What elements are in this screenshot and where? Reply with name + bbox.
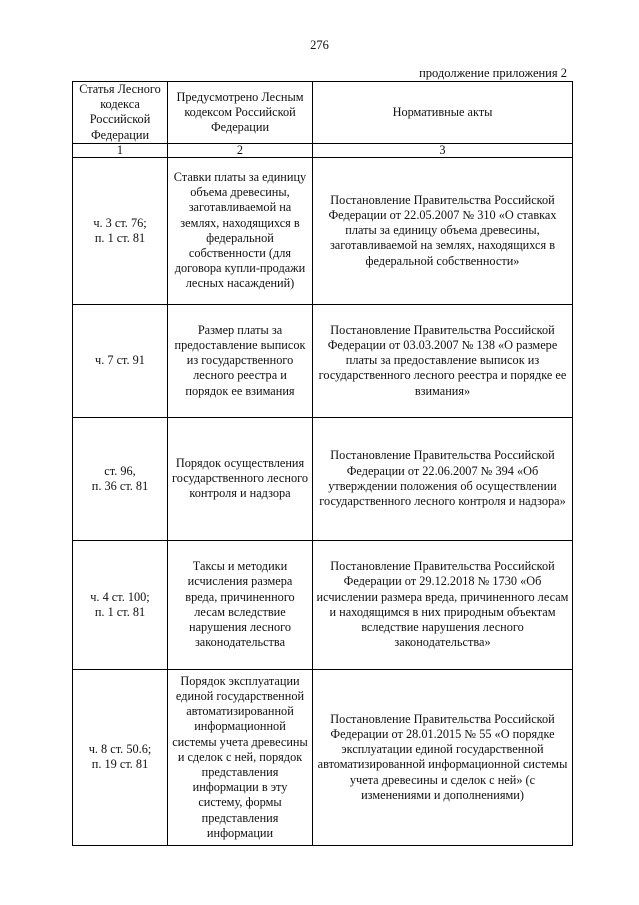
table-row — [73, 417, 573, 540]
act-cell: Постановление Правительства Российской Федерации от 22.06.2007 № 394 «Об утверждении положения об осуществлении государственного лесного контроля и надзора» — [313, 417, 573, 540]
article-cell: ч. 3 ст. 76; п. 1 ст. 81 — [73, 157, 168, 304]
header-acts: Нормативные акты — [313, 82, 573, 144]
table-row — [73, 540, 573, 669]
act-cell: Постановление Правительства Российской Федерации от 29.12.2018 № 1730 «Об исчислении размера вреда, причиненного лесам и находящимся в них природным объектам вследствие нарушения лесного законодательства» — [313, 540, 573, 669]
provision-cell: Порядок эксплуатации единой государственной автоматизированной информационной системы учета древесины и сделок с ней, порядок представления информации в эту систему, формы представления информации — [168, 669, 313, 845]
table-header-row — [73, 82, 573, 144]
continuation-note: продолжение приложения 2 — [419, 66, 567, 80]
table-row — [73, 304, 573, 417]
column-number: 3 — [313, 143, 573, 157]
act-cell: Постановление Правительства Российской Федерации от 22.05.2007 № 310 «О ставках платы за единицу объема древесины, заготавливаемой на землях, находящихся в федеральной собственности» — [313, 157, 573, 304]
provision-cell: Размер платы за предоставление выписок из государственного лесного реестра и порядок ее взимания — [168, 304, 313, 417]
table-row — [73, 157, 573, 304]
provision-cell: Таксы и методики исчисления размера вреда, причиненного лесам вследствие нарушения лесного законодательства — [168, 540, 313, 669]
article-cell: ст. 96, п. 36 ст. 81 — [73, 417, 168, 540]
column-number-row — [73, 143, 573, 157]
provision-cell: Ставки платы за единицу объема древесины, заготавливаемой на землях, находящихся в федеральной собственности (для договора купли-продажи лесных насаждений) — [168, 157, 313, 304]
act-cell: Постановление Правительства Российской Федерации от 03.03.2007 № 138 «О размере платы за предоставление выписок из государственного лесного реестра и порядке ее взимания» — [313, 304, 573, 417]
column-number: 1 — [73, 143, 168, 157]
article-cell: ч. 8 ст. 50.6; п. 19 ст. 81 — [73, 669, 168, 845]
provision-cell: Порядок осуществления государственного лесного контроля и надзора — [168, 417, 313, 540]
article-cell: ч. 7 ст. 91 — [73, 304, 168, 417]
table-row — [73, 669, 573, 845]
article-cell: ч. 4 ст. 100; п. 1 ст. 81 — [73, 540, 168, 669]
act-cell: Постановление Правительства Российской Федерации от 28.01.2015 № 55 «О порядке эксплуатации единой государственной автоматизированной информационной системы учета древесины и сделок с ней» (с изменениями и дополнениями) — [313, 669, 573, 845]
column-number: 2 — [168, 143, 313, 157]
header-article: Статья Лесного кодекса Российской Федерации — [73, 82, 168, 144]
page-number: 276 — [310, 38, 329, 52]
regulations-table — [72, 81, 573, 846]
header-provision: Предусмотрено Лесным кодексом Российской Федерации — [168, 82, 313, 144]
